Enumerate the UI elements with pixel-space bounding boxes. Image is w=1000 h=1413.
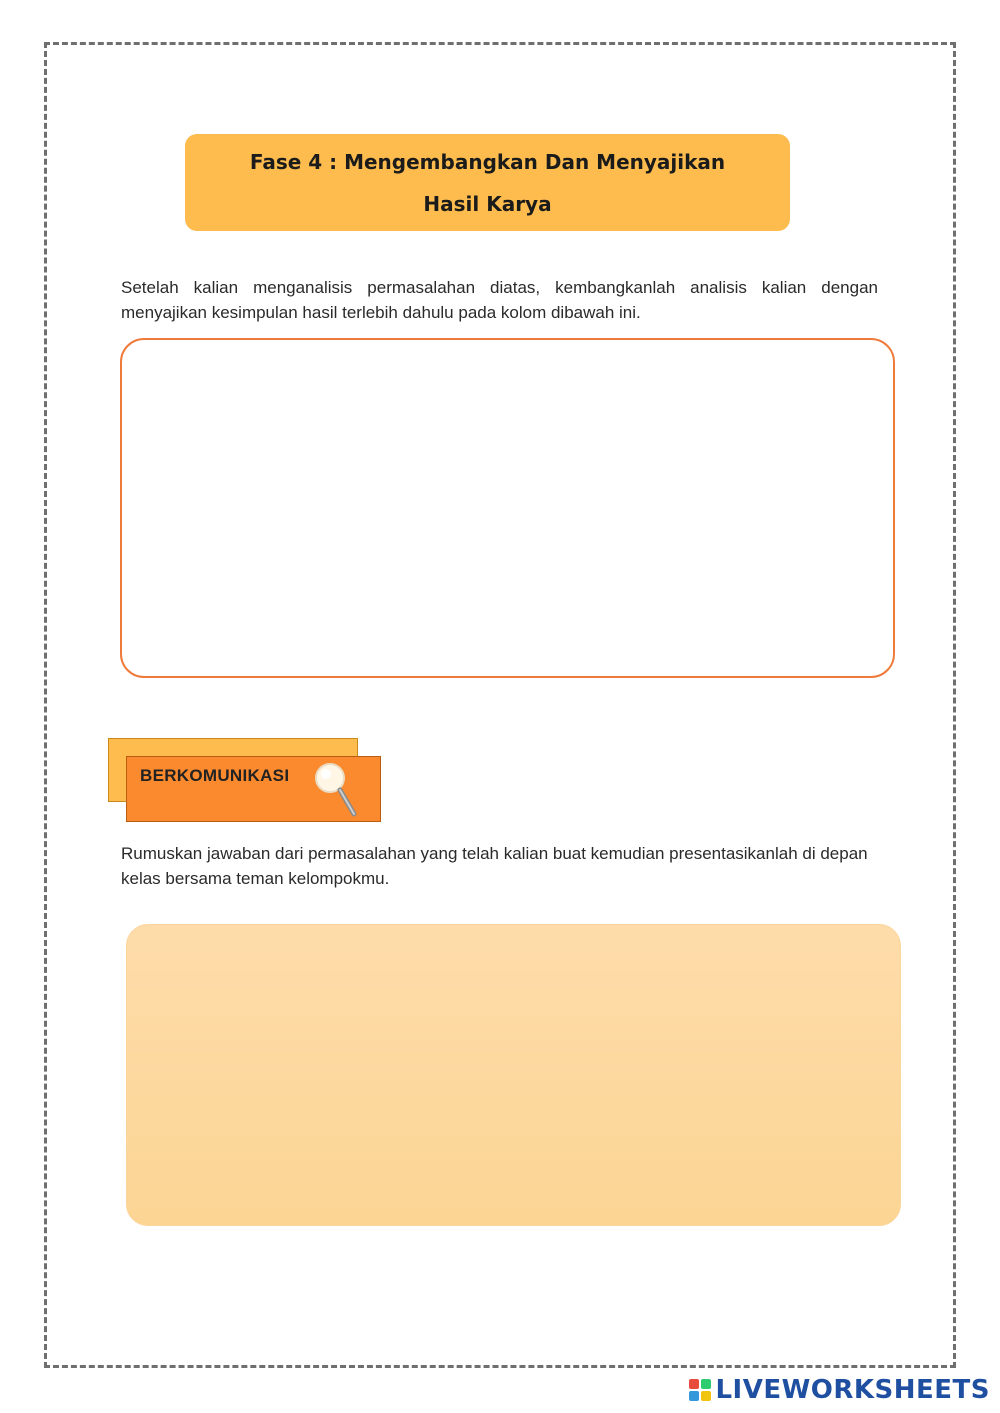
phase-title-line-2: Hasil Karya bbox=[423, 191, 552, 216]
magnifier-icon bbox=[312, 754, 362, 822]
phase-title-banner bbox=[185, 134, 790, 231]
liveworksheets-mark-icon bbox=[689, 1379, 711, 1401]
presentation-answer-box[interactable] bbox=[126, 924, 901, 1226]
instruction-conclusion: Setelah kalian menganalisis permasalahan diatas, kembangkanlah analisis kalian dengan menyajikan kesimpulan hasil terlebih dahulu pada kolom dibawah ini. bbox=[121, 278, 878, 322]
liveworksheets-logo bbox=[689, 1375, 990, 1405]
instruction-presentation: Rumuskan jawaban dari permasalahan yang telah kalian buat kemudian presentasikanlah di depan kelas bersama teman kelompokmu. bbox=[121, 844, 868, 888]
liveworksheets-wordmark: LIVEWORKSHEETS bbox=[715, 1375, 990, 1405]
phase-title-line-1: Fase 4 : Mengembangkan Dan Menyajikan bbox=[249, 149, 726, 174]
conclusion-answer-box[interactable] bbox=[120, 338, 895, 678]
section-label-berkomunikasi: BERKOMUNIKASI bbox=[140, 766, 290, 785]
